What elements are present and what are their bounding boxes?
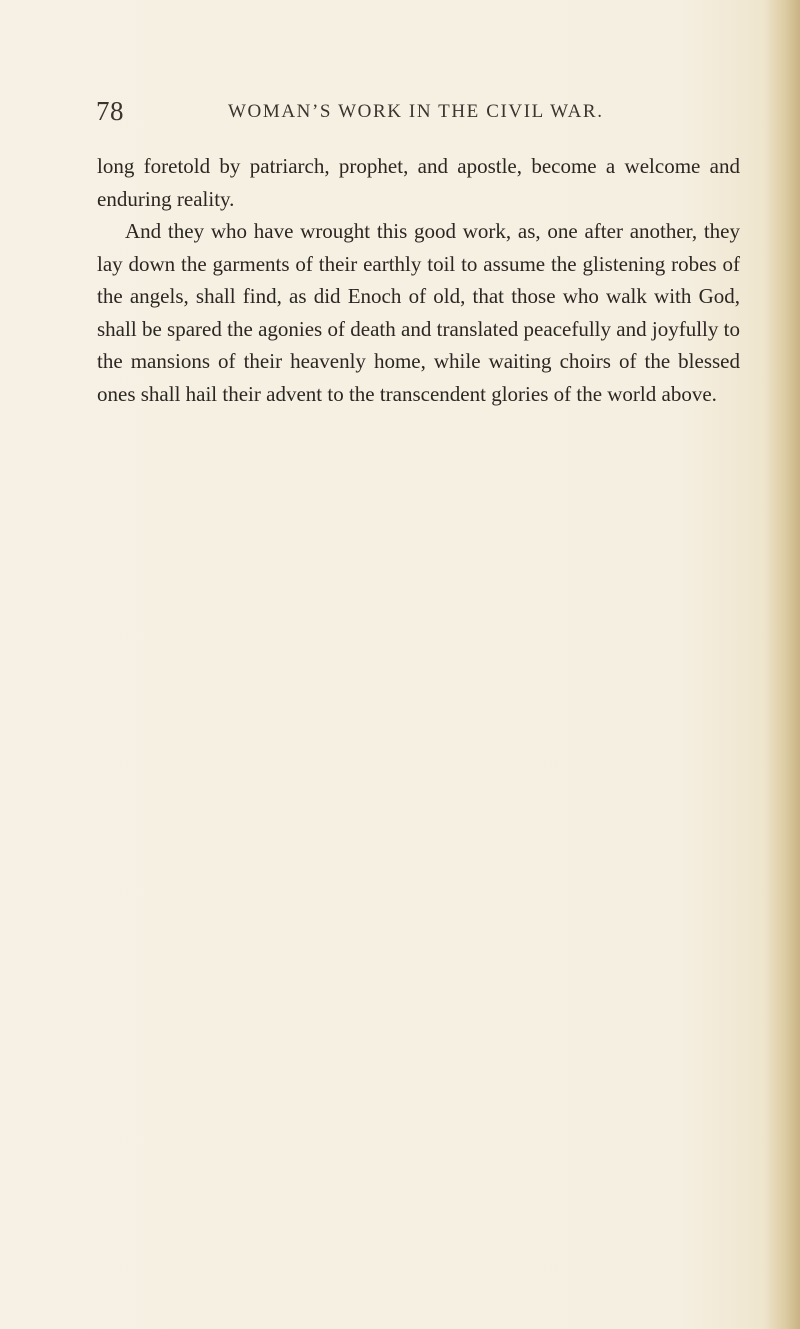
paragraph: And they who have wrought this good work, as, one after another, they lay down the garments of their earthly toil to assume the glistening robes of the angels, shall find, as did Enoch of old, that those who walk with God, shall be spared the agonies of death and translated peacefully and joyfully to the mansions of their heavenly home, while waiting choirs of the blessed ones shall hail their advent to the transcendent glories of the world above. [97,219,740,406]
running-title: WOMAN’S WORK IN THE CIVIL WAR. [228,101,604,122]
running-head [96,96,736,126]
paragraph-continuation: long foretold by patriarch, prophet, and apostle, become a welcome and enduring reality. [97,154,740,211]
body-text [97,150,740,410]
page-edge-stain [766,0,800,1329]
page-number: 78 [96,96,124,126]
